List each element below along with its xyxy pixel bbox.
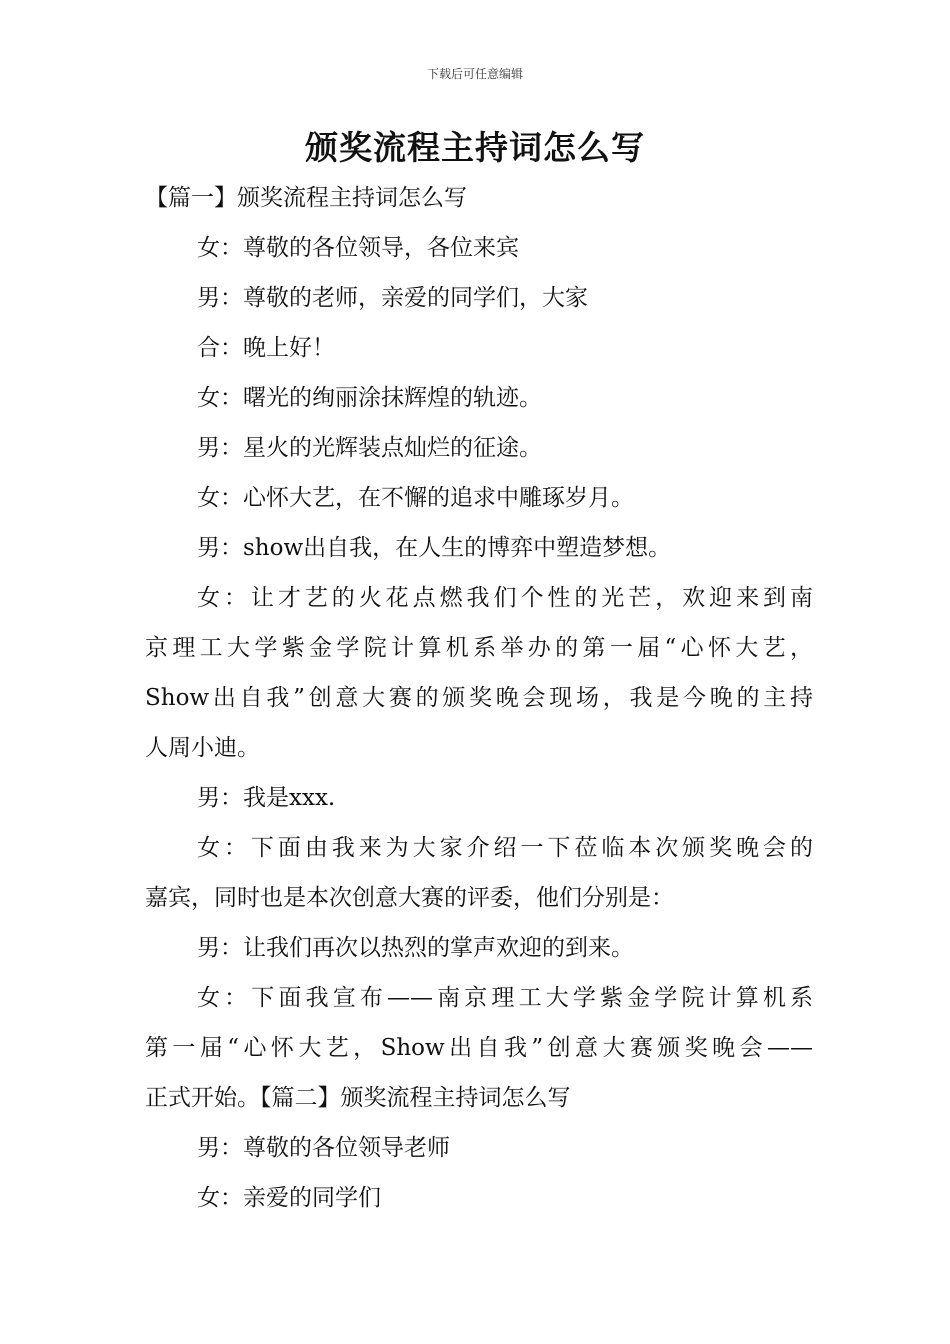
- paragraph-line: 男：show出自我，在人生的博弈中塑造梦想。: [197, 535, 672, 561]
- section-heading-1: 【篇一】颁奖流程主持词怎么写: [145, 185, 467, 211]
- paragraph-line: 嘉宾，同时也是本次创意大赛的评委，他们分别是：: [145, 885, 674, 911]
- paragraph-line: 男：我是xxx.: [197, 785, 336, 811]
- paragraph-line: 合：晚上好！: [197, 335, 335, 361]
- document-title: 颁奖流程主持词怎么写: [305, 128, 645, 167]
- paragraph-line: 女：让才艺的火花点燃我们个性的光芒，欢迎来到南: [197, 585, 813, 611]
- paragraph-line: 男：尊敬的老师，亲爱的同学们，大家: [197, 285, 588, 311]
- paragraph-line: 女：亲爱的同学们: [197, 1185, 381, 1211]
- paragraph-line: Show出自我”创意大赛的颁奖晚会现场，我是今晚的主持: [145, 685, 813, 711]
- paragraph-line: 正式开始。【篇二】颁奖流程主持词怎么写: [145, 1085, 571, 1111]
- paragraph-line: 人周小迪。: [145, 735, 260, 761]
- paragraph-line: 男：星火的光辉装点灿烂的征途。: [197, 435, 542, 461]
- paragraph-line: 男：让我们再次以热烈的掌声欢迎的到来。: [197, 935, 634, 961]
- paragraph-line: 京理工大学紫金学院计算机系举办的第一届“心怀大艺，: [145, 635, 813, 661]
- paragraph-line: 男：尊敬的各位领导老师: [197, 1135, 450, 1161]
- document-body: [145, 173, 813, 1223]
- paragraph-line: 女：下面我宣布——南京理工大学紫金学院计算机系: [197, 985, 813, 1011]
- header-note: 下载后可任意编辑: [426, 67, 523, 81]
- paragraph-line: 女：心怀大艺，在不懈的追求中雕琢岁月。: [197, 485, 634, 511]
- paragraph-line: 女：下面由我来为大家介绍一下莅临本次颁奖晚会的: [197, 835, 813, 861]
- paragraph-line: 女：尊敬的各位领导，各位来宾: [197, 235, 519, 261]
- paragraph-line: 女：曙光的绚丽涂抹辉煌的轨迹。: [197, 385, 542, 411]
- paragraph-line: 第一届“心怀大艺，Show出自我”创意大赛颁奖晚会——: [145, 1035, 813, 1061]
